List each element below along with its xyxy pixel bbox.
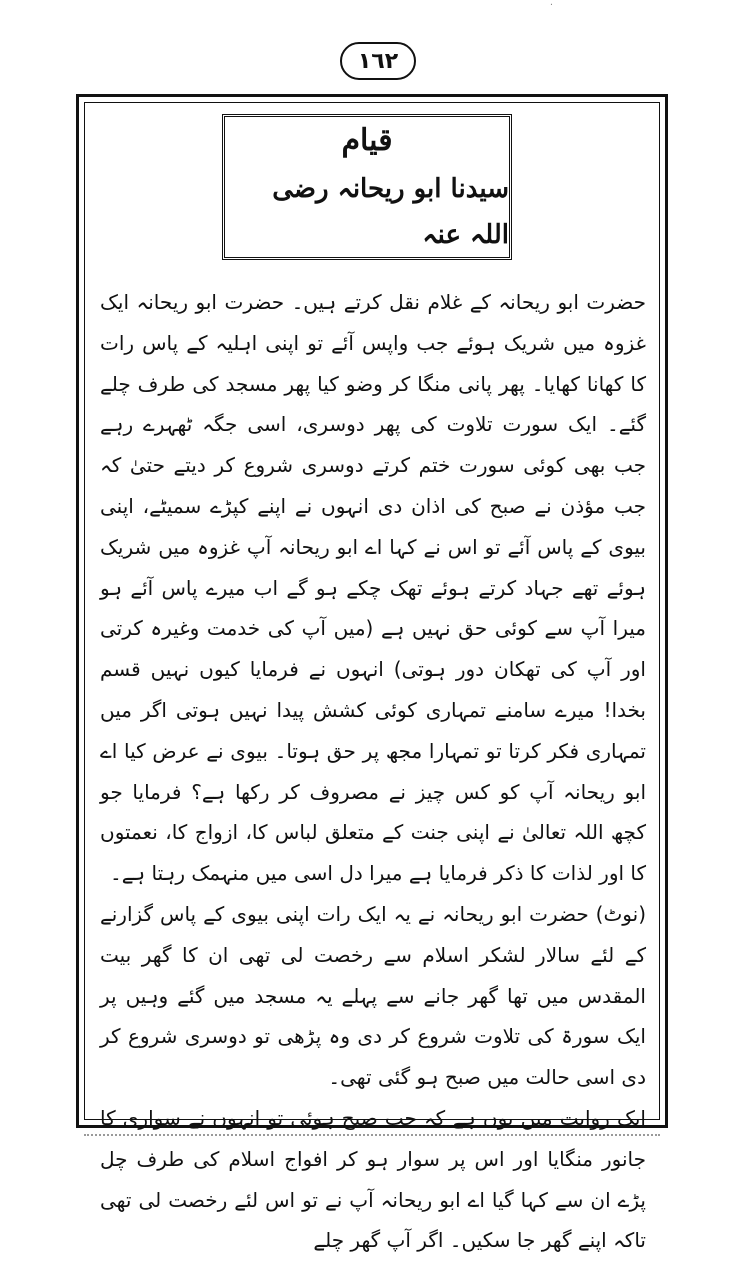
corner-mark: · <box>549 0 553 11</box>
chapter-title-box <box>222 114 512 260</box>
chapter-title: قیام <box>341 123 393 158</box>
chapter-subtitle: سیدنا ابو ریحانہ رضی اللہ عنہ <box>272 174 509 250</box>
paragraph: (نوٹ) حضرت ابو ریحانہ نے یہ ایک رات اپنی بیوی کے پاس گزارنے کے لئے سالار لشکر اسلام سے رخصت لی تھی ان کا گھر بیت المقدس میں تھا گھر جانے سے پہلے یہ مسجد میں گئے وہیں پر ایک سورۃ کی تلاوت شروع کر دی وہ پڑھی تو دوسری شروع کر دی اسی حالت میں صبح ہو گئی تھی۔ <box>100 901 646 1090</box>
footer-divider <box>84 1134 660 1140</box>
page-number: ١٦٢ <box>340 42 416 80</box>
paragraph: ایک روایت میں یوں ہے کہ جب صبح ہوئی تو انہوں نے سواری کا جانور منگایا اور اس پر سوار ہو کر افواج اسلام کی طرف چل پڑے ان سے کہا گیا اے ابو ریحانہ آپ نے تو اس لئے رخصت لی تھی تاکہ اپنے گھر جا سکیں۔ اگر آپ گھر چلے <box>100 1105 646 1253</box>
body-text <box>100 282 646 1261</box>
paragraph: حضرت ابو ریحانہ کے غلام نقل کرتے ہیں۔ حضرت ابو ریحانہ ایک غزوہ میں شریک ہوئے جب واپس آئے تو اپنی اہلیہ کے پاس رات کا کھانا کھایا۔ پھر پانی منگا کر وضو کیا پھر مسجد کی طرف چلے گئے۔ ایک سورت تلاوت کی پھر دوسری، اسی جگہ ٹھہرے رہے جب بھی کوئی سورت ختم کرتے دوسری شروع کر دیتے حتیٰ کہ جب مؤذن نے صبح کی اذان دی انہوں نے اپنے کپڑے سمیٹے، اپنی بیوی کے پاس آئے تو اس نے کہا اے ابو ریحانہ آپ غزوہ میں شریک ہوئے تھے جہاد کرتے ہوئے تھک چکے ہو گے اب میرے پاس آئے ہو میرا آپ سے کوئی حق نہیں ہے (میں آپ کی خدمت وغیرہ کرتی اور آپ کی تھکان دور ہوتی) انہوں نے فرمایا کیوں نہیں قسم بخدا! میرے سامنے تمہاری کوئی کشش پیدا نہیں ہوتی اگر میں تمہاری فکر کرتا تو تمہارا مجھ پر حق ہوتا۔ بیوی نے عرض کیا اے ابو ریحانہ آپ کو کس چیز نے مصروف کر رکھا ہے؟ فرمایا جو کچھ اللہ تعالیٰ نے اپنی جنت کے متعلق لباس کا، ازواج کا، نعمتوں کا اور لذات کا ذکر فرمایا ہے میرا دل اسی میں منہمک رہتا ہے۔ <box>100 290 646 886</box>
